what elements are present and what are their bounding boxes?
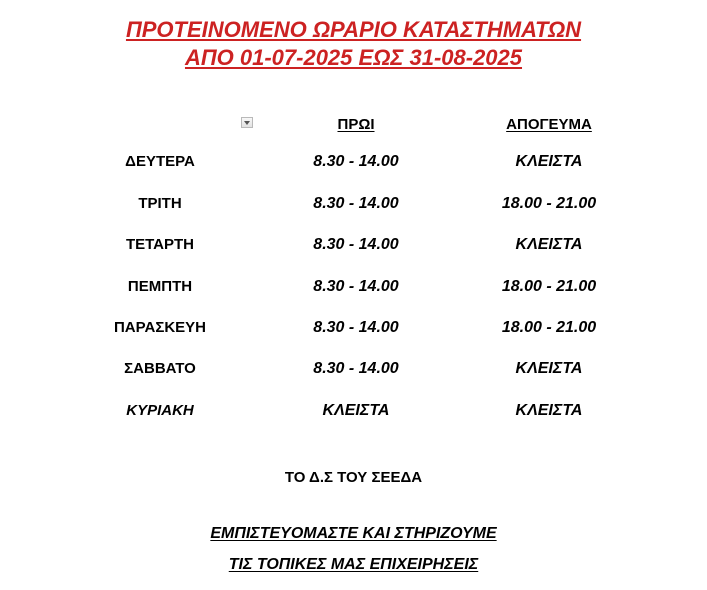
morning-hours: 8.30 - 14.00 (313, 360, 399, 377)
day-label: ΣΑΒΒΑΤΟ (124, 360, 196, 377)
column-header-morning: ΠΡΩΙ (337, 116, 375, 133)
day-label: ΠΑΡΑΣΚΕΥΗ (113, 319, 207, 336)
page-title: ΠΡΟΤΕΙΝΟΜΕΝΟ ΩΡΑΡΙΟ ΚΑΤΑΣΤΗΜΑΤΩΝ (125, 17, 582, 42)
table-row (0, 235, 707, 255)
day-label: ΔΕΥΤΕΡΑ (125, 153, 195, 170)
morning-hours: 8.30 - 14.00 (313, 319, 399, 336)
day-label: ΠΕΜΠΤΗ (127, 278, 193, 295)
column-header-evening: ΑΠΟΓΕΥΜΑ (506, 116, 592, 133)
morning-hours: 8.30 - 14.00 (313, 278, 399, 295)
page-subtitle-dates: ΑΠΟ 01-07-2025 ΕΩΣ 31-08-2025 (184, 45, 523, 70)
evening-hours: 18.00 - 21.00 (501, 278, 597, 295)
table-row (0, 152, 707, 172)
morning-hours: 8.30 - 14.00 (313, 195, 399, 212)
day-label: ΤΡΙΤΗ (138, 195, 182, 212)
day-label: ΚΥΡΙΑΚΗ (126, 402, 194, 419)
footer-slogan-line1: ΕΜΠΙΣΤΕΥΟΜΑΣΤΕ ΚΑΙ ΣΤΗΡΙΖΟΥΜΕ (210, 525, 497, 542)
table-row (0, 318, 707, 338)
table-row (0, 359, 707, 379)
evening-hours: ΚΛΕΙΣΤΑ (515, 153, 583, 170)
footer-slogan-line2: ΤΙΣ ΤΟΠΙΚΕΣ ΜΑΣ ΕΠΙΧΕΙΡΗΣΕΙΣ (228, 556, 479, 573)
evening-hours: ΚΛΕΙΣΤΑ (515, 236, 583, 253)
morning-hours: ΚΛΕΙΣΤΑ (322, 402, 390, 419)
evening-hours: 18.00 - 21.00 (501, 195, 597, 212)
dropdown-arrow-icon[interactable] (241, 117, 253, 128)
table-row (0, 277, 707, 297)
day-label: ΤΕΤΑΡΤΗ (125, 236, 195, 253)
table-row (0, 401, 707, 421)
evening-hours: ΚΛΕΙΣΤΑ (515, 360, 583, 377)
evening-hours: ΚΛΕΙΣΤΑ (515, 402, 583, 419)
table-row (0, 194, 707, 214)
evening-hours: 18.00 - 21.00 (501, 319, 597, 336)
morning-hours: 8.30 - 14.00 (313, 153, 399, 170)
board-signature: ΤΟ Δ.Σ ΤΟΥ ΣΕΕΔΑ (284, 469, 423, 486)
morning-hours: 8.30 - 14.00 (313, 236, 399, 253)
